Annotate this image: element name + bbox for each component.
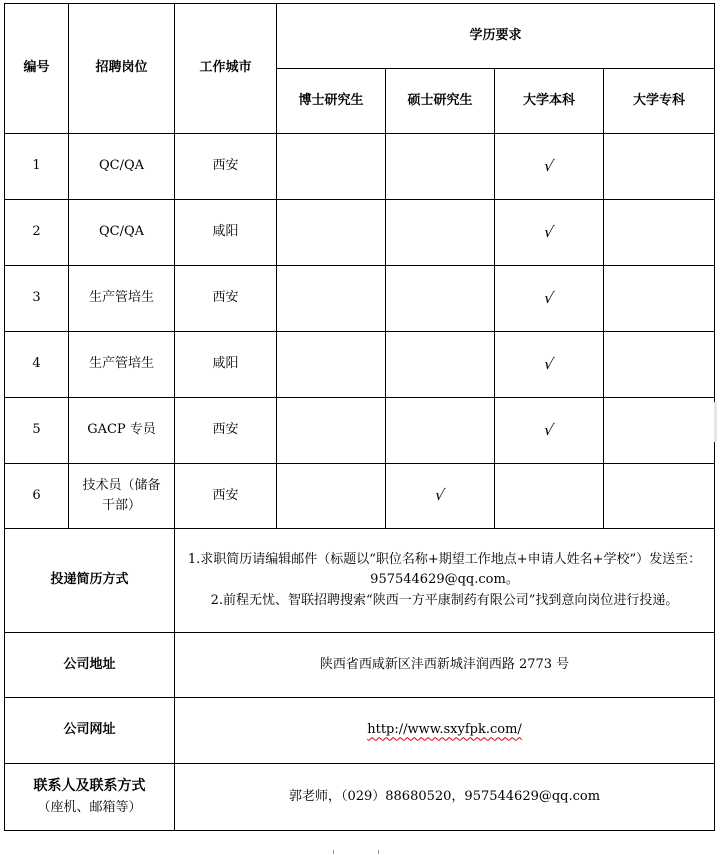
contact-value: 郭老师，（029）88680520，957544629@qq.com — [175, 764, 715, 831]
check-mark: √ — [542, 222, 556, 241]
row-bachelor — [495, 398, 604, 464]
row-position: QC/QA — [69, 134, 175, 200]
row-bachelor — [495, 464, 604, 529]
header-college: 大学专科 — [604, 69, 715, 134]
row-college — [604, 266, 715, 332]
website-row — [5, 698, 715, 764]
contact-row — [5, 764, 715, 831]
header-position: 招聘岗位 — [69, 4, 175, 134]
row-master — [386, 332, 495, 398]
check-mark: √ — [542, 288, 556, 307]
row-phd — [277, 266, 386, 332]
table-row — [5, 464, 715, 529]
row-master — [386, 398, 495, 464]
row-number: 5 — [5, 398, 69, 464]
row-master — [386, 200, 495, 266]
apply-method-content — [175, 529, 715, 633]
website-cell — [175, 698, 715, 764]
row-city: 咸阳 — [175, 332, 277, 398]
row-city: 西安 — [175, 266, 277, 332]
row-city: 咸阳 — [175, 200, 277, 266]
row-position: 生产管培生 — [69, 266, 175, 332]
address-label: 公司地址 — [5, 633, 175, 698]
header-phd: 博士研究生 — [277, 69, 386, 134]
website-link[interactable]: http://www.sxyfpk.com/ — [367, 722, 522, 738]
row-master — [386, 266, 495, 332]
row-city: 西安 — [175, 134, 277, 200]
row-phd — [277, 134, 386, 200]
recruitment-table — [4, 3, 715, 831]
header-city: 工作城市 — [175, 4, 277, 134]
row-phd — [277, 332, 386, 398]
row-bachelor — [495, 200, 604, 266]
header-master: 硕士研究生 — [386, 69, 495, 134]
table-row — [5, 266, 715, 332]
row-college — [604, 332, 715, 398]
row-master — [386, 464, 495, 529]
row-phd — [277, 464, 386, 529]
ruler-tick — [378, 850, 379, 854]
row-phd — [277, 200, 386, 266]
row-number: 1 — [5, 134, 69, 200]
check-mark: √ — [542, 420, 556, 439]
apply-method-line1: 1.求职简历请编辑邮件（标题以“职位名称+期望工作地点+申请人姓名+学校”）发送至：957544629@qq.com。 — [187, 552, 702, 588]
row-bachelor — [495, 266, 604, 332]
row-position: 技术员（储备干部） — [69, 464, 175, 529]
apply-method-label: 投递简历方式 — [5, 529, 175, 633]
row-position: GACP 专员 — [69, 398, 175, 464]
row-phd — [277, 398, 386, 464]
row-college — [604, 398, 715, 464]
table-row — [5, 134, 715, 200]
row-college — [604, 134, 715, 200]
row-number: 3 — [5, 266, 69, 332]
row-bachelor — [495, 134, 604, 200]
website-label: 公司网址 — [5, 698, 175, 764]
row-college — [604, 200, 715, 266]
contact-sublabel: （座机、邮箱等） — [37, 799, 142, 815]
check-mark: √ — [542, 156, 556, 175]
apply-method-row — [5, 529, 715, 633]
contact-label-cell — [5, 764, 175, 831]
check-mark: √ — [433, 486, 447, 505]
header-number: 编号 — [5, 4, 69, 134]
row-number: 4 — [5, 332, 69, 398]
header-bachelor: 大学本科 — [495, 69, 604, 134]
check-mark: √ — [542, 354, 556, 373]
table-row — [5, 332, 715, 398]
row-master — [386, 134, 495, 200]
address-value: 陕西省西咸新区沣西新城沣润西路 2773 号 — [175, 633, 715, 698]
apply-method-line2: 2.前程无忧、智联招聘搜索“陕西一方平康制药有限公司”找到意向岗位进行投递。 — [210, 592, 679, 608]
row-college — [604, 464, 715, 529]
table-row — [5, 398, 715, 464]
row-city: 西安 — [175, 464, 277, 529]
row-city: 西安 — [175, 398, 277, 464]
ruler-tick — [333, 850, 334, 854]
row-number: 2 — [5, 200, 69, 266]
address-row — [5, 633, 715, 698]
row-bachelor — [495, 332, 604, 398]
row-position: QC/QA — [69, 200, 175, 266]
row-number: 6 — [5, 464, 69, 529]
header-education: 学历要求 — [277, 4, 715, 69]
table-row — [5, 200, 715, 266]
row-position: 生产管培生 — [69, 332, 175, 398]
contact-label: 联系人及联系方式 — [33, 778, 146, 795]
